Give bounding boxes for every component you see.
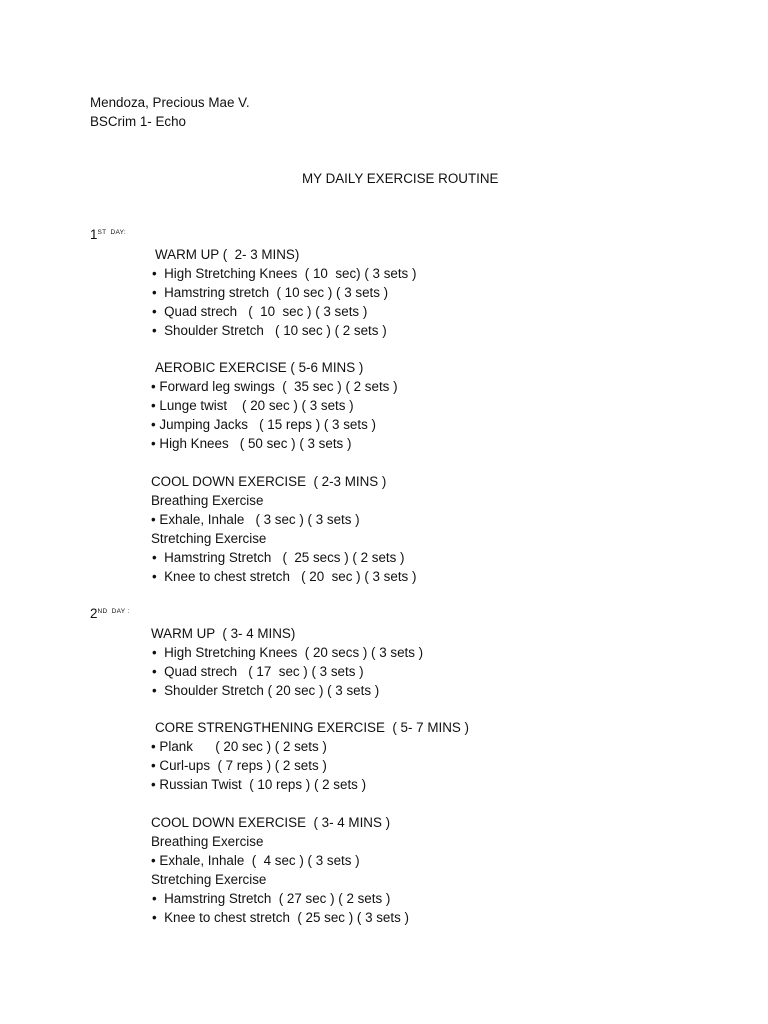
- day2-cooldown-item: • Hamstring Stretch ( 27 sec ) ( 2 sets ): [152, 891, 391, 906]
- day1-warmup-item: • Hamstring stretch ( 10 sec ) ( 3 sets ): [152, 285, 389, 300]
- student-name: Mendoza, Precious Mae V.: [90, 95, 250, 110]
- day2-cooldown-item: • Exhale, Inhale ( 4 sec ) ( 3 sets ): [151, 853, 360, 868]
- day-1-number: 1: [90, 227, 98, 242]
- day2-core-item: • Plank ( 20 sec ) ( 2 sets ): [151, 739, 327, 754]
- document-title: MY DAILY EXERCISE ROUTINE: [302, 171, 499, 186]
- day-2-number: 2: [90, 606, 98, 621]
- day2-core-item: • Russian Twist ( 10 reps ) ( 2 sets ): [151, 777, 367, 792]
- day-2-suffix: ND DAY :: [97, 608, 130, 615]
- day1-aerobic-item: • High Knees ( 50 sec ) ( 3 sets ): [151, 436, 352, 451]
- day1-aerobic-item: • Jumping Jacks ( 15 reps ) ( 3 sets ): [151, 417, 376, 432]
- day2-cooldown-heading: COOL DOWN EXERCISE ( 3- 4 MINS ): [151, 815, 391, 830]
- day1-cooldown-item: • Exhale, Inhale ( 3 sec ) ( 3 sets ): [151, 512, 360, 527]
- day1-cooldown-heading: COOL DOWN EXERCISE ( 2-3 MINS ): [151, 474, 387, 489]
- student-course: BSCrim 1- Echo: [90, 114, 186, 129]
- day2-warmup-item: • High Stretching Knees ( 20 secs ) ( 3 sets ): [152, 645, 424, 660]
- day2-core-item: • Curl-ups ( 7 reps ) ( 2 sets ): [151, 758, 327, 773]
- day2-warmup-item: • Quad strech ( 17 sec ) ( 3 sets ): [152, 664, 364, 679]
- day1-cooldown-item: • Knee to chest stretch ( 20 sec ) ( 3 sets ): [152, 569, 417, 584]
- day1-aerobic-item: • Forward leg swings ( 35 sec ) ( 2 sets ): [151, 379, 398, 394]
- day1-warmup-heading: WARM UP ( 2- 3 MINS): [155, 247, 300, 262]
- day2-warmup-heading: WARM UP ( 3- 4 MINS): [151, 626, 296, 641]
- day1-warmup-item: • Shoulder Stretch ( 10 sec ) ( 2 sets ): [152, 323, 387, 338]
- day2-breathing-label: Breathing Exercise: [151, 834, 264, 849]
- day1-warmup-item: • High Stretching Knees ( 10 sec) ( 3 sets ): [152, 266, 417, 281]
- day2-stretching-label: Stretching Exercise: [151, 872, 267, 887]
- day1-aerobic-item: • Lunge twist ( 20 sec ) ( 3 sets ): [151, 398, 354, 413]
- day-1-heading: [90, 227, 126, 242]
- day1-breathing-label: Breathing Exercise: [151, 493, 264, 508]
- day1-cooldown-item: • Hamstring Stretch ( 25 secs ) ( 2 sets ): [152, 550, 405, 565]
- day1-stretching-label: Stretching Exercise: [151, 531, 267, 546]
- day1-aerobic-heading: AEROBIC EXERCISE ( 5-6 MINS ): [155, 360, 364, 375]
- day2-core-heading: CORE STRENGTHENING EXERCISE ( 5- 7 MINS ): [155, 720, 469, 735]
- day-2-heading: [90, 606, 130, 621]
- day2-cooldown-item: • Knee to chest stretch ( 25 sec ) ( 3 sets ): [152, 910, 409, 925]
- day-1-suffix: ST DAY:: [97, 229, 126, 236]
- day2-warmup-item: • Shoulder Stretch ( 20 sec ) ( 3 sets ): [152, 683, 380, 698]
- day1-warmup-item: • Quad strech ( 10 sec ) ( 3 sets ): [152, 304, 368, 319]
